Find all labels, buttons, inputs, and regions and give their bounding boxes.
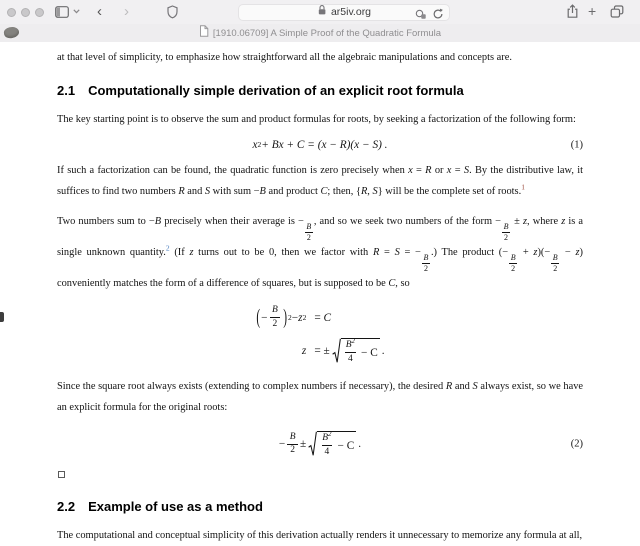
footnote-ref[interactable]: 1	[521, 182, 525, 192]
display-fraction: $\frac{B}{2}$	[287, 433, 298, 456]
align-row2-left	[302, 345, 306, 357]
inline-fraction: $\frac{B}{2}$	[423, 253, 429, 273]
paragraph-computational: The computational and conceptual simplicity of this derivation actually renders it unnecessary to memorize any formula at all,	[57, 530, 583, 542]
inline-fraction: $\frac{B}{2}$	[510, 253, 516, 273]
reload-icon[interactable]	[432, 7, 444, 25]
radical	[308, 431, 356, 457]
address-accessory-icon[interactable]	[415, 7, 427, 25]
footnote-ref[interactable]: 2	[165, 243, 170, 253]
section-number: 2.1	[57, 83, 76, 98]
open-paren: (	[256, 306, 261, 329]
section-heading-2-2	[57, 499, 583, 514]
display-fraction: $\frac{B}{2}$	[270, 306, 281, 329]
paragraph-key-starting-point: The key starting point is to observe the sum and product formulas for roots, by seeking a factorization of the following form:	[57, 114, 576, 125]
section-number: 2.2	[57, 499, 76, 515]
display-fraction: $B^2$ 4	[322, 430, 332, 457]
tab-bar	[0, 24, 640, 43]
active-tab[interactable]	[0, 24, 640, 42]
align-row2-right	[314, 338, 384, 364]
document-favicon	[199, 24, 209, 42]
radicand-tail: − C	[337, 439, 355, 452]
paragraph-if-factorization: If such a factorization can be found, the quadratic function is zero precisely when x = R or x = S. By the distributive law, it suffices to find two numbers R and S with sum −B and product C; then, {R, S} will be the complete set of roots.$^1$	[57, 165, 583, 197]
close-paren: )	[283, 306, 288, 329]
url-text: ar5iv.org	[330, 6, 372, 18]
equals-sign: =	[314, 311, 321, 324]
equation-2	[57, 431, 583, 457]
minus-operator: −	[291, 311, 299, 324]
edge-artifact	[0, 312, 4, 322]
section-title: Computationally simple derivation of an explicit root formula	[88, 83, 464, 98]
equals-pm: = ±	[314, 345, 330, 358]
plus-minus-sign: ±	[300, 438, 307, 451]
period: .	[381, 345, 385, 358]
equation-number-1: (1)	[570, 139, 583, 151]
display-fraction: $B^2$ 4	[345, 337, 356, 364]
privacy-shield-icon[interactable]	[166, 5, 179, 19]
radical	[332, 338, 380, 364]
chevron-down-icon[interactable]	[73, 9, 80, 14]
browser-toolbar	[0, 0, 640, 24]
paragraph-since-sqrt: Since the square root always exists (extending to complex numbers if necessary), the desired R and S always exist, so we have an explicit formula for the original roots:	[57, 381, 583, 414]
qed-box	[58, 471, 65, 478]
forward-button[interactable]: ›	[124, 3, 129, 20]
section-title: Example of use as a method	[88, 499, 263, 515]
align-row1-left: ( − $\frac{B}{2}$ ) 2 − z 2	[256, 305, 307, 329]
back-button[interactable]: ‹	[97, 3, 102, 20]
math-C: C	[323, 311, 332, 324]
new-tab-button[interactable]: +	[588, 3, 597, 19]
align-row1-right	[314, 312, 331, 324]
period: .	[358, 438, 362, 451]
article-content	[0, 42, 640, 542]
equation-align-block	[57, 306, 583, 364]
math-x: x	[252, 139, 258, 151]
address-bar[interactable]	[238, 4, 450, 21]
minus-sign: −	[278, 438, 286, 451]
inline-fraction: $\frac{B}{2}$	[503, 222, 509, 242]
section-heading-2-1	[57, 83, 583, 98]
tab-title: [1910.06709] A Simple Proof of the Quadratic Formula	[212, 27, 442, 39]
zoom-window-button[interactable]	[35, 8, 44, 17]
equation-number-2: (2)	[570, 438, 583, 450]
share-icon[interactable]	[566, 4, 579, 19]
minus-sign: −	[261, 311, 268, 324]
tab-overview-icon[interactable]	[610, 5, 624, 18]
math-z: z	[298, 311, 303, 324]
math-rest: + Bx + C = (x − R)(x − S) .	[261, 139, 388, 151]
math-z: z	[301, 345, 307, 358]
lock-icon	[317, 3, 327, 21]
paragraph-two-numbers: Two numbers sum to −B precisely when their average is − $\frac{B}{2}$ , and so we seek two numbers of the form − $\frac{B}{2}$ ± z, where z is a single unknown quantity.$^2$ (If z turns out to be 0, then we factor with R = S = − $\frac{B}{2}$ .) The product (− $\frac{B}{2}$ + z)(− $\frac{B}{2}$ − z) conveniently matches the form of a difference of squares, but is supposed to be C, so	[57, 216, 584, 289]
equation-1: x 2 + Bx + C = (x − R)(x − S) . (1)	[252, 139, 583, 151]
inline-fraction: $\frac{B}{2}$	[306, 222, 312, 242]
inline-fraction: $\frac{B}{2}$	[552, 253, 558, 273]
sidebar-icon[interactable]	[55, 6, 69, 18]
close-window-button[interactable]	[7, 8, 16, 17]
intro-paragraph: at that level of simplicity, to emphasize how straightforward all the algebraic manipulations and concepts are.	[57, 52, 512, 63]
minimize-window-button[interactable]	[21, 8, 30, 17]
radicand-tail: − C	[361, 346, 378, 359]
